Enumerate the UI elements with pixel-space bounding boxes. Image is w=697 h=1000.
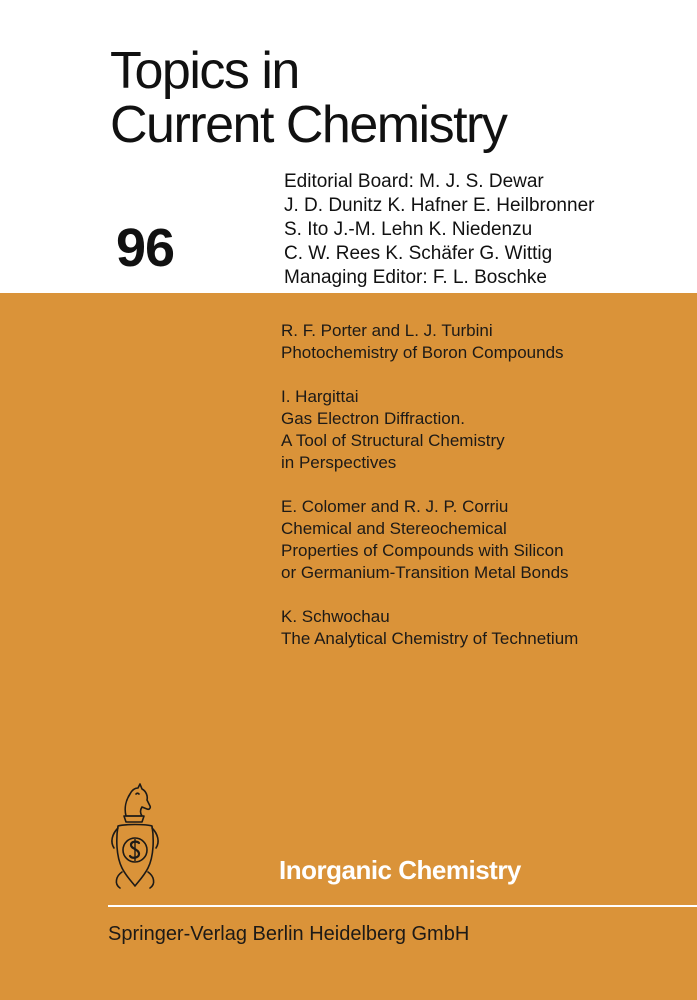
publisher-name: Springer-Verlag Berlin Heidelberg GmbH bbox=[108, 923, 470, 945]
contents-entry bbox=[281, 320, 578, 364]
series-title bbox=[110, 44, 506, 152]
editorial-board-line: Editorial Board: M. J. S. Dewar bbox=[284, 171, 544, 192]
contents-entry bbox=[281, 606, 578, 650]
entry-authors: I. Hargittai bbox=[281, 387, 359, 406]
entry-title-line: Properties of Compounds with Silicon bbox=[281, 541, 564, 560]
series-title-line-1: Topics in bbox=[110, 42, 299, 100]
entry-title-line: A Tool of Structural Chemistry bbox=[281, 431, 505, 450]
contents-entry bbox=[281, 386, 578, 474]
entry-title-line: The Analytical Chemistry of Technetium bbox=[281, 629, 579, 648]
divider-rule bbox=[108, 905, 697, 907]
table-of-contents bbox=[281, 320, 578, 672]
editorial-board-line: J. D. Dunitz K. Hafner E. Heilbronner bbox=[284, 195, 595, 216]
entry-title-line: Gas Electron Diffraction. bbox=[281, 409, 465, 428]
subject-title: Inorganic Chemistry bbox=[279, 855, 521, 885]
entry-authors: E. Colomer and R. J. P. Corriu bbox=[281, 497, 509, 516]
entry-title-line: or Germanium-Transition Metal Bonds bbox=[281, 563, 569, 582]
contents-entry bbox=[281, 496, 578, 584]
editorial-board bbox=[284, 170, 594, 290]
entry-authors: R. F. Porter and L. J. Turbini bbox=[281, 321, 493, 340]
entry-title-line: Photochemistry of Boron Compounds bbox=[281, 343, 564, 362]
editorial-board-line: Managing Editor: F. L. Boschke bbox=[284, 267, 547, 288]
entry-title-line: in Perspectives bbox=[281, 453, 397, 472]
editorial-board-line: C. W. Rees K. Schäfer G. Wittig bbox=[284, 243, 553, 264]
entry-title-line: Chemical and Stereochemical bbox=[281, 519, 507, 538]
series-title-line-2: Current Chemistry bbox=[110, 96, 507, 154]
entry-authors: K. Schwochau bbox=[281, 607, 390, 626]
volume-number: 96 bbox=[116, 218, 175, 278]
springer-knight-logo-icon bbox=[102, 780, 168, 896]
editorial-board-line: S. Ito J.-M. Lehn K. Niedenzu bbox=[284, 219, 533, 240]
